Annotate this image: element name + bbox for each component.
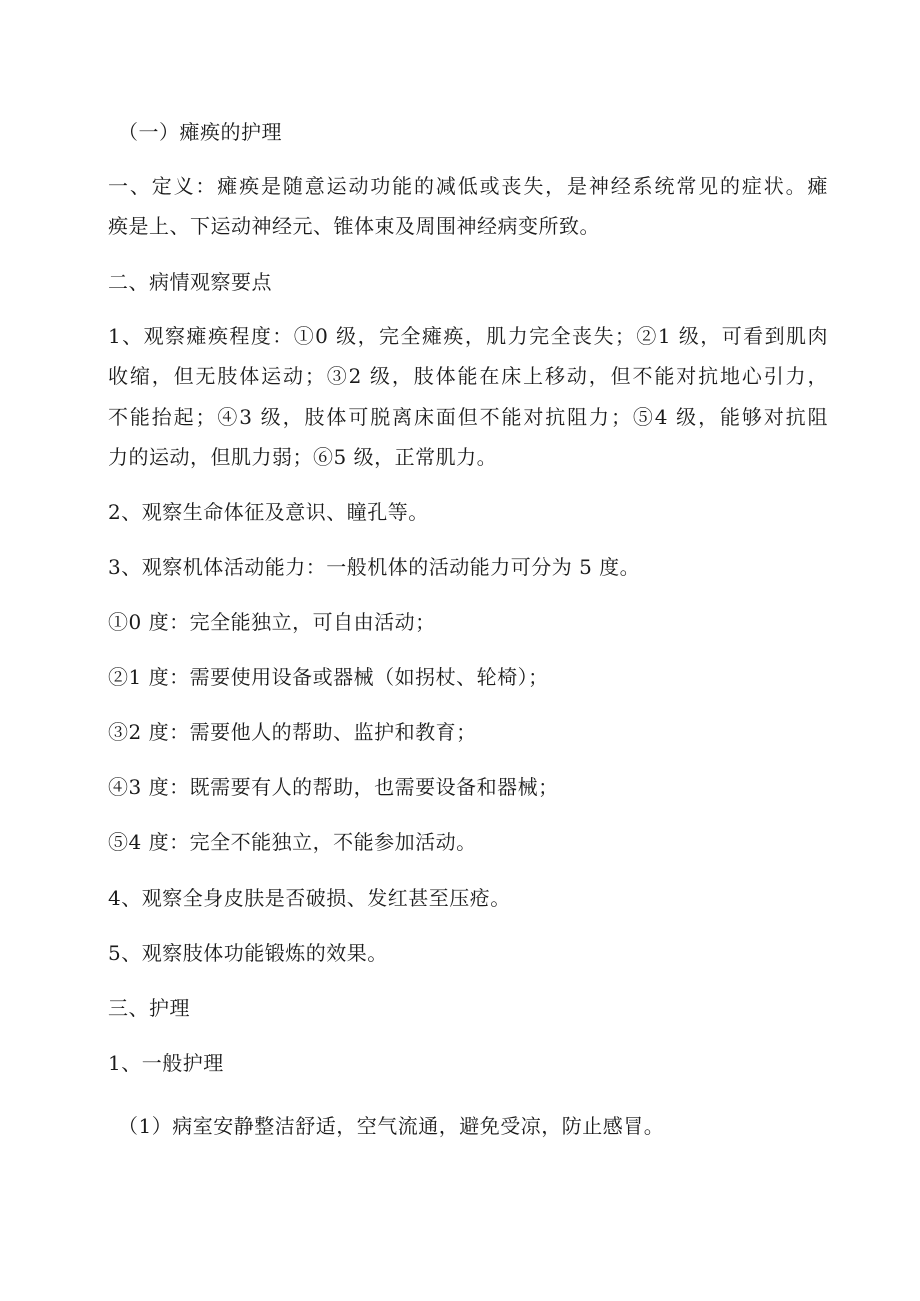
activity-degree-2: ③2 度：需要他人的帮助、监护和教育； xyxy=(108,720,477,744)
care-item-1-1: （1）病室安静整洁舒适，空气流通，避免受凉，防止感冒。 xyxy=(118,1114,665,1138)
observation-item-2: 2、观察生命体征及意识、瞳孔等。 xyxy=(108,500,429,524)
section-heading-observation: 二、病情观察要点 xyxy=(108,270,272,294)
definition-line-1: 一、定义：瘫痪是随意运动功能的减低或丧失，是神经系统常见的症状。瘫 xyxy=(108,174,828,198)
section-heading-care: 三、护理 xyxy=(108,996,190,1020)
activity-degree-3: ④3 度：既需要有人的帮助，也需要设备和器械； xyxy=(108,775,559,799)
observation-item-1-line-4: 力的运动，但肌力弱；⑥5 级，正常肌力。 xyxy=(108,445,498,469)
observation-item-1-line-1: 1、观察瘫痪程度：①0 级，完全瘫痪，肌力完全丧失；②1 级，可看到肌肉 xyxy=(108,324,828,348)
observation-item-5: 5、观察肢体功能锻炼的效果。 xyxy=(108,941,388,965)
definition-line-2: 痪是上、下运动神经元、锥体束及周围神经病变所致。 xyxy=(108,214,600,238)
observation-item-1-line-3: 不能抬起；④3 级，肢体可脱离床面但不能对抗阻力；⑤4 级，能够对抗阻 xyxy=(108,405,828,429)
section-title: （一）瘫痪的护理 xyxy=(118,120,282,144)
activity-degree-4: ⑤4 度：完全不能独立，不能参加活动。 xyxy=(108,830,477,854)
care-item-1: 1、一般护理 xyxy=(108,1051,224,1075)
observation-item-4: 4、观察全身皮肤是否破损、发红甚至压疮。 xyxy=(108,886,511,910)
activity-degree-0: ①0 度：完全能独立，可自由活动； xyxy=(108,610,436,634)
observation-item-1-line-2: 收缩，但无肢体运动；③2 级，肢体能在床上移动，但不能对抗地心引力， xyxy=(108,364,828,388)
observation-item-3: 3、观察机体活动能力：一般机体的活动能力可分为 5 度。 xyxy=(108,555,641,579)
activity-degree-1: ②1 度：需要使用设备或器械（如拐杖、轮椅）； xyxy=(108,665,549,689)
